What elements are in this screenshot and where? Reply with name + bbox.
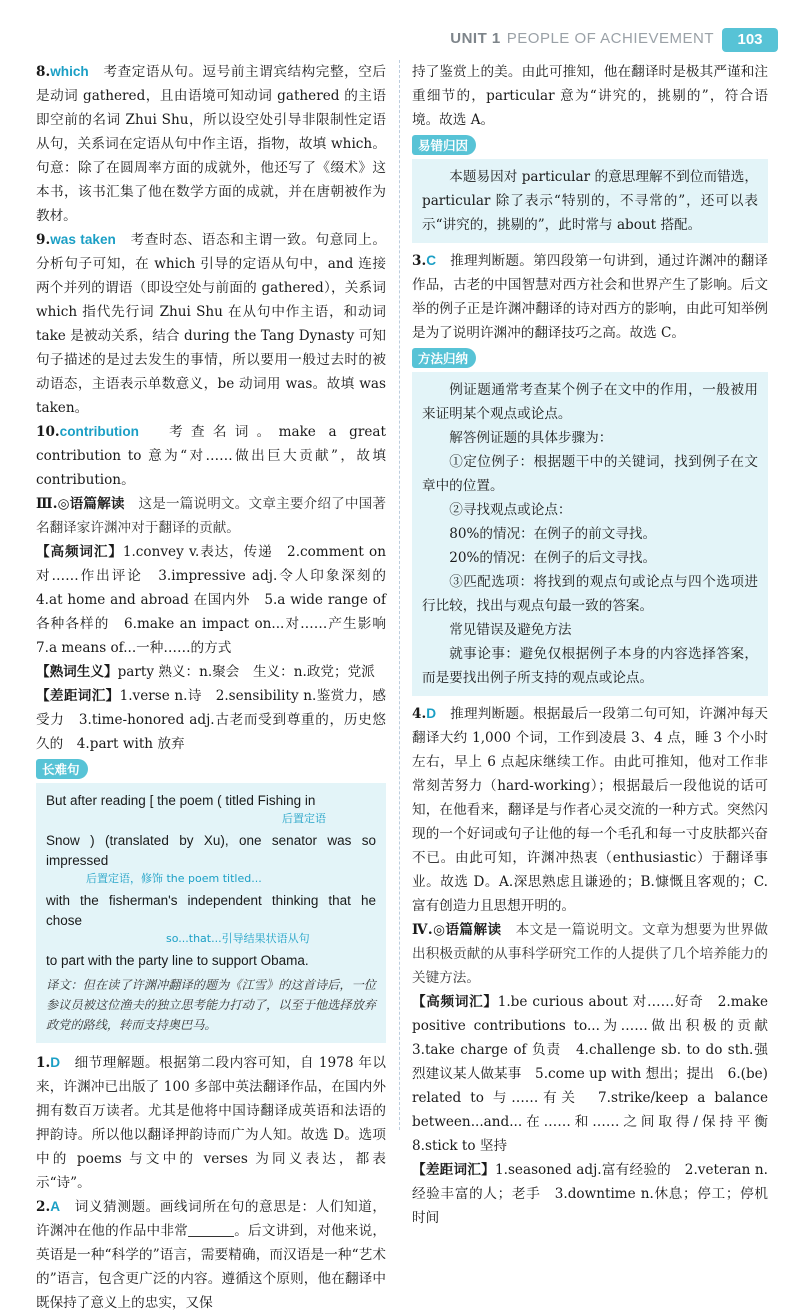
answer-number: 4. bbox=[412, 706, 427, 722]
answer-1 bbox=[36, 1051, 386, 1195]
answer-number: 3. bbox=[412, 253, 427, 269]
unit-label: UNIT 1 bbox=[450, 30, 501, 47]
answer-3 bbox=[412, 249, 768, 345]
answer-key: D bbox=[50, 1055, 61, 1070]
answer-9 bbox=[36, 228, 386, 420]
vocab-label: 【高频词汇】 bbox=[36, 544, 123, 560]
page-number: 103 bbox=[722, 28, 778, 52]
error-cause-tag: 易错归因 bbox=[412, 135, 476, 155]
vocab-gap-4 bbox=[412, 1158, 768, 1230]
vocab-label: 【差距词汇】 bbox=[36, 688, 120, 704]
long-sentence-tag: 长难句 bbox=[36, 759, 88, 779]
vocab-text: 1.seasoned adj.富有经验的 2.veteran n.经验丰富的人；老手 3.downtime n.休息；停工；停机时间 bbox=[412, 1162, 768, 1226]
answer-explanation: 考查时态、语态和主谓一致。句意同上。分析句子可知，在 which 引导的定语从句中，and 连接两个并列的谓语（即设空处与前面的 gathered），关系词 which 指代先行词 Zhui Shu 在从句中作主语，和动词 take 是被动关系，结合 during the Tang Dynasty 可知句子描述的是过去发生的事情，所以要用一般过去时的被动语态，主语表示单数意义，be 动词用 was。故填 was taken。 bbox=[36, 232, 387, 416]
method-line: ②寻找观点或论点： bbox=[449, 502, 572, 518]
method-line: 80%的情况：在例子的前文寻找。 bbox=[449, 526, 657, 542]
answer-number: 1. bbox=[36, 1055, 51, 1071]
method-line: 就事论事：避免仅根据例子本身的内容选择答案，而是要找出例子所支持的观点或论点。 bbox=[422, 646, 758, 686]
method-box bbox=[412, 372, 768, 696]
long-sentence-line: with the fisherman's independent thinking that he chose bbox=[46, 893, 376, 928]
vocab-text: 1.convey v.表达，传递 2.comment on 对……作出评论 3.impressive adj.令人印象深刻的 4.at home and abroad 在国内外 5.a wide range of 各种各样的 6.make an impact on...对……产生影响 7.a means of...一种……的方式 bbox=[36, 544, 400, 656]
method-line: ①定位例子：根据题干中的关键词，找到例子在文章中的位置。 bbox=[422, 454, 758, 494]
vocab-text: party 熟义：n.聚会 生义：n.政党；党派 bbox=[117, 664, 375, 680]
answer-10 bbox=[36, 420, 386, 492]
answer-key: was taken bbox=[50, 232, 116, 247]
long-sentence-translation: 译文：但在读了许渊冲翻译的题为《江雪》的这首诗后，一位参议员被这位渔夫的独立思考能力打动了，以至于他选择放弃政党的路线，转而支持奥巴马。 bbox=[46, 978, 376, 1032]
answer-explanation: 细节理解题。根据第二段内容可知，自 1978 年以来，许渊冲已出版了 100 多部中英法翻译作品，在国内外拥有数百万读者。尤其是他将中国诗翻译成英语和法语的押韵诗。所以他以翻译押韵诗而广为人知。故选 D。选项中的 poems 与文中的 verses 为同义表达，都表示“诗”。 bbox=[36, 1055, 386, 1191]
long-sentence-line: to part with the party line to support Obama. bbox=[46, 953, 309, 968]
vocab-label: 【高频词汇】 bbox=[412, 994, 498, 1010]
method-line: 例证题通常考查某个例子在文中的作用，一般被用来证明某个观点或论点。 bbox=[422, 382, 758, 422]
answer-explanation: 推理判断题。根据最后一段第二句可知，许渊冲每天翻译大约 1,000 个词，工作到凌晨 3、4 点，睡 3 个小时左右，早上 6 点起床继续工作。由此可推知，他对工作非常刻苦努力（hard-working）；根据最后一段他说的话可知，在他看来，翻译是与作者心灵交流的一种方式。突然闪现的一个好词或句子让他的每一个毛孔和每一寸皮肤都兴奋不已。由此可知，许渊冲热衷（enthusiastic）于翻译事业。故选 D。A.深思熟虑且谦逊的；B.慷慨且客观的；C.富有创造力且思想开明的。 bbox=[412, 706, 769, 914]
vocab-label: 【差距词汇】 bbox=[412, 1162, 495, 1178]
answer-explanation: 考查定语从句。逗号前主谓宾结构完整，空后是动词 gathered，且由语境可知动词 gathered 的主语即空前的名词 Zhui Shu，所以设空处引导非限制性定语从句，关系词在定语从句中作主语，指物，故填 which。句意：除了在圆周率方面的成就外，他还写了《缀术》这本书，该书汇集了他在数学方面的成就，并在唐朝被作为教材。 bbox=[36, 64, 386, 224]
method-tag: 方法归纳 bbox=[412, 348, 476, 368]
answer-explanation: 推理判断题。第四段第一句讲到，通过许渊冲的翻译作品，古老的中国智慧对西方社会和世界产生了影响。后文举的例子正是许渊冲翻译的诗对西方的影响，由此可知举例是为了说明许渊冲的翻译技巧之高。故选 C。 bbox=[412, 253, 769, 341]
long-sentence-annotation: so...that...引导结果状语从句 bbox=[166, 932, 310, 945]
vocab-label: 【熟词生义】 bbox=[36, 664, 118, 680]
method-line: 常见错误及避免方法 bbox=[449, 622, 572, 638]
error-cause-box bbox=[412, 159, 768, 243]
section-4-intro bbox=[412, 918, 768, 990]
answer-number: 9. bbox=[36, 232, 51, 248]
method-line: 20%的情况：在例子的后文寻找。 bbox=[449, 550, 657, 566]
section-title: Ⅲ.◎语篇解读 bbox=[36, 496, 125, 512]
section-summary: 这是一篇说明文。文章主要介绍了中国著名翻译家许渊冲对于翻译的贡献。 bbox=[36, 496, 387, 536]
long-sentence-box bbox=[36, 783, 386, 1043]
left-column bbox=[36, 60, 400, 1315]
right-column bbox=[412, 60, 782, 1230]
answer-2 bbox=[36, 1195, 386, 1315]
vocab-high-frequency bbox=[36, 540, 400, 660]
long-sentence-line: Snow ) (translated by Xu), one senator was so impressed bbox=[46, 833, 376, 868]
answer-key: A bbox=[50, 1199, 61, 1214]
method-line: ③匹配选项：将找到的观点句或论点与四个选项进行比较，找出与观点句最一致的答案。 bbox=[422, 574, 758, 614]
answer-explanation: 。后文讲到，对他来说，英语是一种“科学的”语言，需要精确，而汉语是一种“艺术的”语言，包含更广泛的内容。遵循这个原则，他在翻译中既保持了意义上的忠实，又保 bbox=[36, 1223, 386, 1311]
answer-explanation: 考查名词。make a great contribution to 意为“对……做出巨大贡献”，故填 contribution。 bbox=[36, 424, 386, 488]
long-sentence-annotation: 后置定语，修饰 the poem titled... bbox=[86, 872, 262, 885]
answer-key: which bbox=[50, 64, 89, 79]
answer-key: D bbox=[426, 706, 437, 721]
section-summary: 本文是一篇说明文。文章为想要为世界做出积极贡献的从事科学研究工作的人提供了几个培养能力的关键方法。 bbox=[412, 922, 768, 986]
section-3-intro bbox=[36, 492, 386, 540]
answer-key: C bbox=[426, 253, 437, 268]
answer-number: 8. bbox=[36, 64, 51, 80]
unit-title bbox=[450, 30, 714, 47]
section-title: Ⅳ.◎语篇解读 bbox=[412, 922, 502, 938]
method-line: 解答例证题的具体步骤为： bbox=[449, 430, 613, 446]
answer-8 bbox=[36, 60, 386, 228]
blank-line bbox=[188, 1222, 234, 1237]
long-sentence-annotation: 后置定语 bbox=[282, 812, 326, 825]
answer-4 bbox=[412, 702, 768, 918]
vocab-text: 1.be curious about 对……好奇 2.make positive contributions to...为……做出积极的贡献 3.take charge of 负责 4.challenge sb. to do sth.强烈建议某人做某事 5.come up with 想出；提出 6.(be) related to 与……有关 7.strike/keep a balance between...and...在……和……之间取得/保持平衡 8.stick to 坚持 bbox=[412, 994, 782, 1154]
column-divider bbox=[399, 60, 400, 1130]
answer-explanation: 词义猜测题。画线词所在句的意思是：人们知道，许渊冲在他的作品中非常 bbox=[36, 1199, 387, 1239]
error-cause-text: 本题易因对 particular 的意思理解不到位而错选，particular 除了表示“特别的，不寻常的”，还可以表示“讲究的，挑剔的”，此时常与 about 搭配。 bbox=[422, 169, 758, 233]
vocab-gap bbox=[36, 684, 386, 756]
answer-number: 2. bbox=[36, 1199, 51, 1215]
vocab-high-frequency-4 bbox=[412, 990, 782, 1158]
long-sentence-line: But after reading [ the poem ( titled Fishing in bbox=[46, 793, 316, 808]
answer-number: 10. bbox=[36, 424, 60, 440]
vocab-text: 1.verse n.诗 2.sensibility n.鉴赏力，感受力 3.time-honored adj.古老而受到尊重的，历史悠久的 4.part with 放弃 bbox=[36, 688, 387, 752]
answer-key: contribution bbox=[59, 424, 139, 439]
unit-name: PEOPLE OF ACHIEVEMENT bbox=[506, 30, 714, 47]
vocab-familiar-new bbox=[36, 660, 386, 684]
answer-2-continued: 持了鉴赏上的美。由此可推知，他在翻译时是极其严谨和注重细节的，particular 意为“讲究的，挑剔的”，符合语境。故选 A。 bbox=[412, 64, 768, 128]
